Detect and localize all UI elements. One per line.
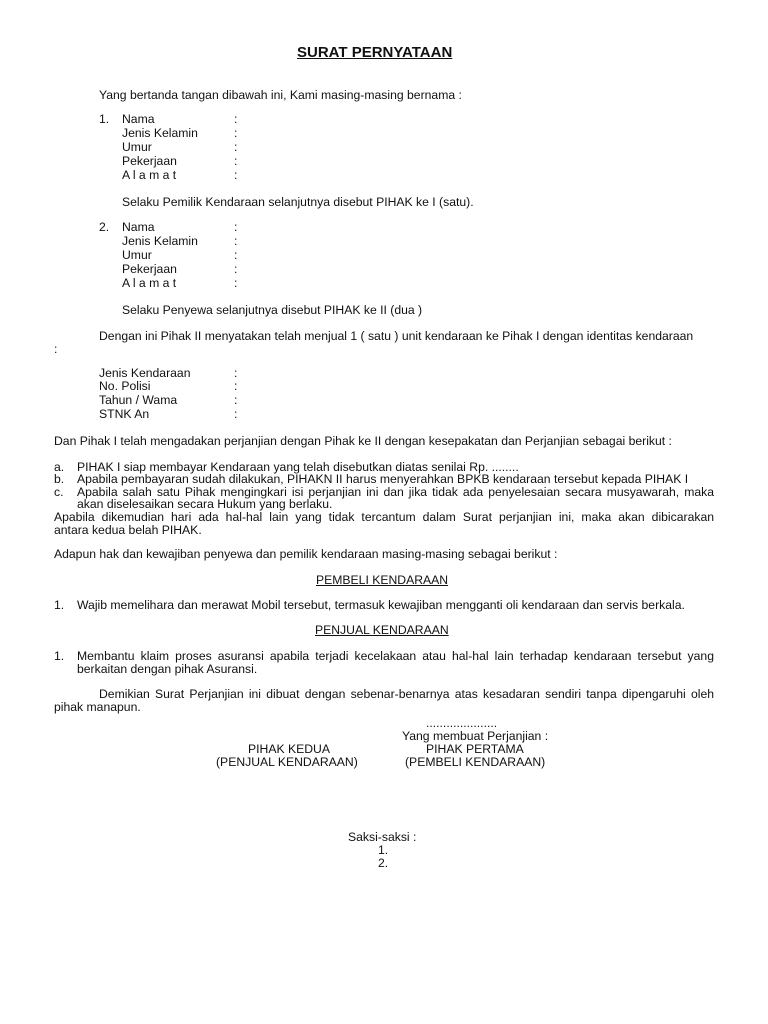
witness-item: 1. xyxy=(378,843,389,857)
vehicle-field-year-color: Tahun / Wama xyxy=(99,393,178,407)
left-signatory-role: PIHAK KEDUA xyxy=(248,742,330,756)
rights-intro: Adapun hak dan kewajiban penyewa dan pemilik kendaraan masing-masing sebagai berikut : xyxy=(54,547,558,561)
place-date-blank: ..................... xyxy=(426,716,498,730)
signature-made-by: Yang membuat Perjanjian : xyxy=(402,729,549,743)
party2-field-name: Nama xyxy=(122,220,155,234)
seller-item-text-continued: berkaitan dengan pihak Asuransi. xyxy=(77,662,258,676)
party1-field-gender: Jenis Kelamin xyxy=(122,126,198,140)
party2-field-address: A l a m a t xyxy=(122,276,177,290)
witness-item: 2. xyxy=(378,856,389,870)
point-text-continued: akan diselesaikan secara Hukum yang berlaku. xyxy=(77,497,333,511)
colon: : xyxy=(234,248,238,262)
other-matters-text: Apabila dikemudian hari ada hal-hal lain yang tidak tercantum dalam Surat perjanjian ini, maka akan dibicarakan xyxy=(54,510,714,524)
colon: : xyxy=(234,220,238,234)
colon: : xyxy=(234,234,238,248)
party1-field-address: A l a m a t xyxy=(122,168,177,182)
party2-field-age: Umur xyxy=(122,248,152,262)
colon: : xyxy=(234,168,238,182)
party2-role: Selaku Penyewa selanjutnya disebut PIHAK ke II (dua ) xyxy=(122,303,423,317)
other-matters-text-continued: antara kedua belah PIHAK. xyxy=(54,523,202,537)
colon: : xyxy=(234,154,238,168)
point-label: b. xyxy=(54,472,65,486)
point-text: Apabila pembayaran sudah dilakukan, PIHAKN II harus menyerahkan BPKB kendaraan tersebut kepada PIHAK I xyxy=(77,472,689,486)
party2-number: 2. xyxy=(99,220,110,234)
sale-statement: Dengan ini Pihak II menyatakan telah menjual 1 ( satu ) unit kendaraan ke Pihak I dengan identitas kendaraan xyxy=(99,329,694,343)
colon: : xyxy=(234,379,238,393)
point-text: PIHAK I siap membayar Kendaraan yang telah disebutkan diatas senilai Rp. ........ xyxy=(77,460,519,474)
party2-field-job: Pekerjaan xyxy=(122,262,177,276)
point-text: Apabila salah satu Pihak mengingkari isi perjanjian ini dan jika tidak ada penyelesaian secara musyawarah, maka xyxy=(77,485,714,499)
buyer-heading: PEMBELI KENDARAAN xyxy=(316,573,449,587)
vehicle-field-stnk: STNK An xyxy=(99,407,150,421)
vehicle-field-plate: No. Polisi xyxy=(99,379,151,393)
colon: : xyxy=(234,366,238,380)
buyer-item-text: Wajib memelihara dan merawat Mobil tersebut, termasuk kewajiban mengganti oli kendaraan dan servis berkala. xyxy=(77,598,685,612)
document-title: SURAT PERNYATAAN xyxy=(297,44,453,61)
left-signatory-sub: (PENJUAL KENDARAAN) xyxy=(216,755,358,769)
point-label: a. xyxy=(54,460,65,474)
colon: : xyxy=(234,112,238,126)
closing-text-continued: pihak manapun. xyxy=(54,700,141,714)
party1-number: 1. xyxy=(99,112,110,126)
colon: : xyxy=(234,407,238,421)
party1-role: Selaku Pemilik Kendaraan selanjutnya disebut PIHAK ke I (satu). xyxy=(122,195,474,209)
colon: : xyxy=(234,262,238,276)
sale-statement-tail: : xyxy=(54,342,58,356)
agreement-intro: Dan Pihak I telah mengadakan perjanjian dengan Pihak ke II dengan kesepakatan dan Perjanjian sebagai berikut : xyxy=(54,434,672,448)
right-signatory-role: PIHAK PERTAMA xyxy=(426,742,524,756)
intro-text: Yang bertanda tangan dibawah ini, Kami masing-masing bernama : xyxy=(99,88,462,102)
colon: : xyxy=(234,276,238,290)
colon: : xyxy=(234,393,238,407)
party1-field-age: Umur xyxy=(122,140,152,154)
seller-item-text: Membantu klaim proses asuransi apabila terjadi kecelakaan atau hal-hal lain terhadap kendaraan tersebut yang xyxy=(77,649,714,663)
colon: : xyxy=(234,140,238,154)
party2-field-gender: Jenis Kelamin xyxy=(122,234,198,248)
seller-item-number: 1. xyxy=(54,649,65,663)
party1-field-job: Pekerjaan xyxy=(122,154,177,168)
closing-text: Demikian Surat Perjanjian ini dibuat dengan sebenar-benarnya atas kesadaran sendiri tanpa dipengaruhi oleh xyxy=(99,687,714,701)
witnesses-label: Saksi-saksi : xyxy=(348,830,417,844)
buyer-item-number: 1. xyxy=(54,598,65,612)
colon: : xyxy=(234,126,238,140)
point-label: c. xyxy=(54,485,64,499)
seller-heading: PENJUAL KENDARAAN xyxy=(315,623,449,637)
right-signatory-sub: (PEMBELI KENDARAAN) xyxy=(405,755,546,769)
party1-field-name: Nama xyxy=(122,112,155,126)
vehicle-field-type: Jenis Kendaraan xyxy=(99,366,191,380)
